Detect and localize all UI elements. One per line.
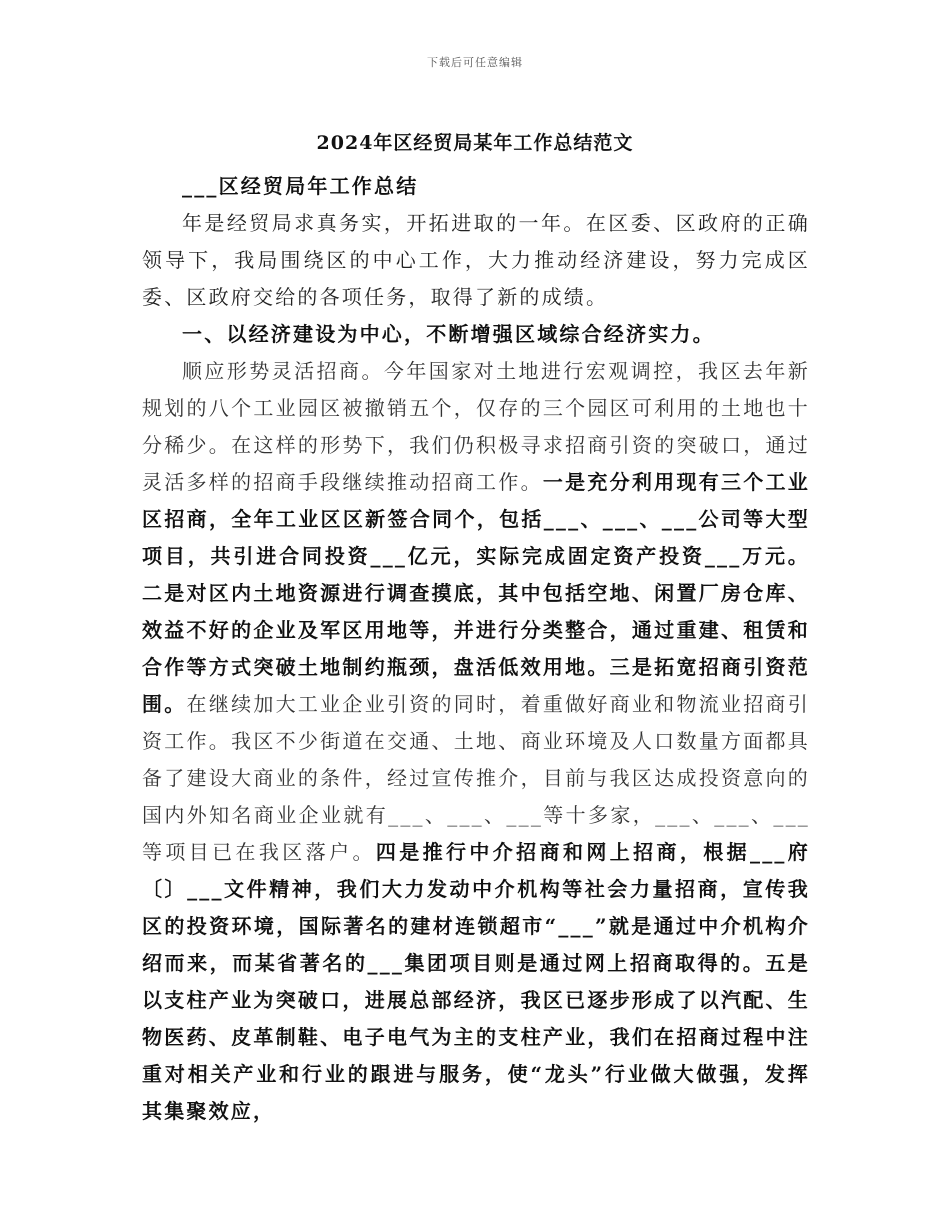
document-body [142,168,810,1130]
intro-paragraph: 年是经贸局求真务实，开拓进取的一年。在区委、区政府的正确领导下，我局围绕区的中心工作，大力推动经济建设，努力完成区委、区政府交给的各项任务，取得了新的成绩。 [142,211,810,309]
document-title: 2024年区经贸局某年工作总结范文 [316,132,634,154]
paragraph-text-bold: 一是充分利用现有三个工业区招商，全年工业区区新签合同个，包括___、___、___公司等大型项目，共引进合同投资___亿元，实际完成固定资产投资___万元。二是对区内土地资源进行调查摸底，其中包括空地、闲置厂房仓库、效益不好的企业及军区用地等，并进行分类整合，通过重建、租赁和合作等方式突破土地制约瓶颈，盘活低效用地。三是拓宽招商引资范围。 [142,470,810,716]
paragraph-text-bold: 四是推行中介招商和网上招商，根据___府〔〕___文件精神，我们大力发动中介机构等社会力量招商，宣传我区的投资环境，国际著名的建材连锁超市“___”就是通过中介机构介绍而来，而某省著名的___集团项目则是通过网上招商取得的。五是以支柱产业为突破口，进展总部经济，我区已逐步形成了以汽配、生物医药、皮革制鞋、电子电气为主的支柱产业，我们在招商过程中注重对相关产业和行业的跟进与服务，使“龙头”行业做大做强，发挥其集聚效应， [142,840,811,1123]
paragraph-text-normal: 顺应形势灵活招商。今年国家对土地进行宏观调控，我区去年新规划的八个工业园区被撤销五个，仅存的三个园区可利用的土地也十分稀少。在这样的形势下，我们仍积极寻求招商引资的突破口，通过灵活多样的招商手段继续推动招商工作。 [142,359,810,494]
paragraph-text-normal: 在继续加大工业企业引资的同时，着重做好商业和物流业招商引资工作。我区不少街道在交通、土地、商业环境及人口数量方面都具备了建设大商业的条件，经过宣传推介，目前与我区达成投资意向的国内外知名商业企业就有___、___、___等十多家，___、___、___等项目已在我区落户。 [142,692,810,864]
section-heading: 一、以经济建设为中心，不断增强区域综合经济实力。 [182,322,715,346]
section-paragraph [142,353,810,1130]
header-note: 下载后可任意编辑 [427,56,523,69]
document-subtitle: ___区经贸局年工作总结 [182,174,419,198]
